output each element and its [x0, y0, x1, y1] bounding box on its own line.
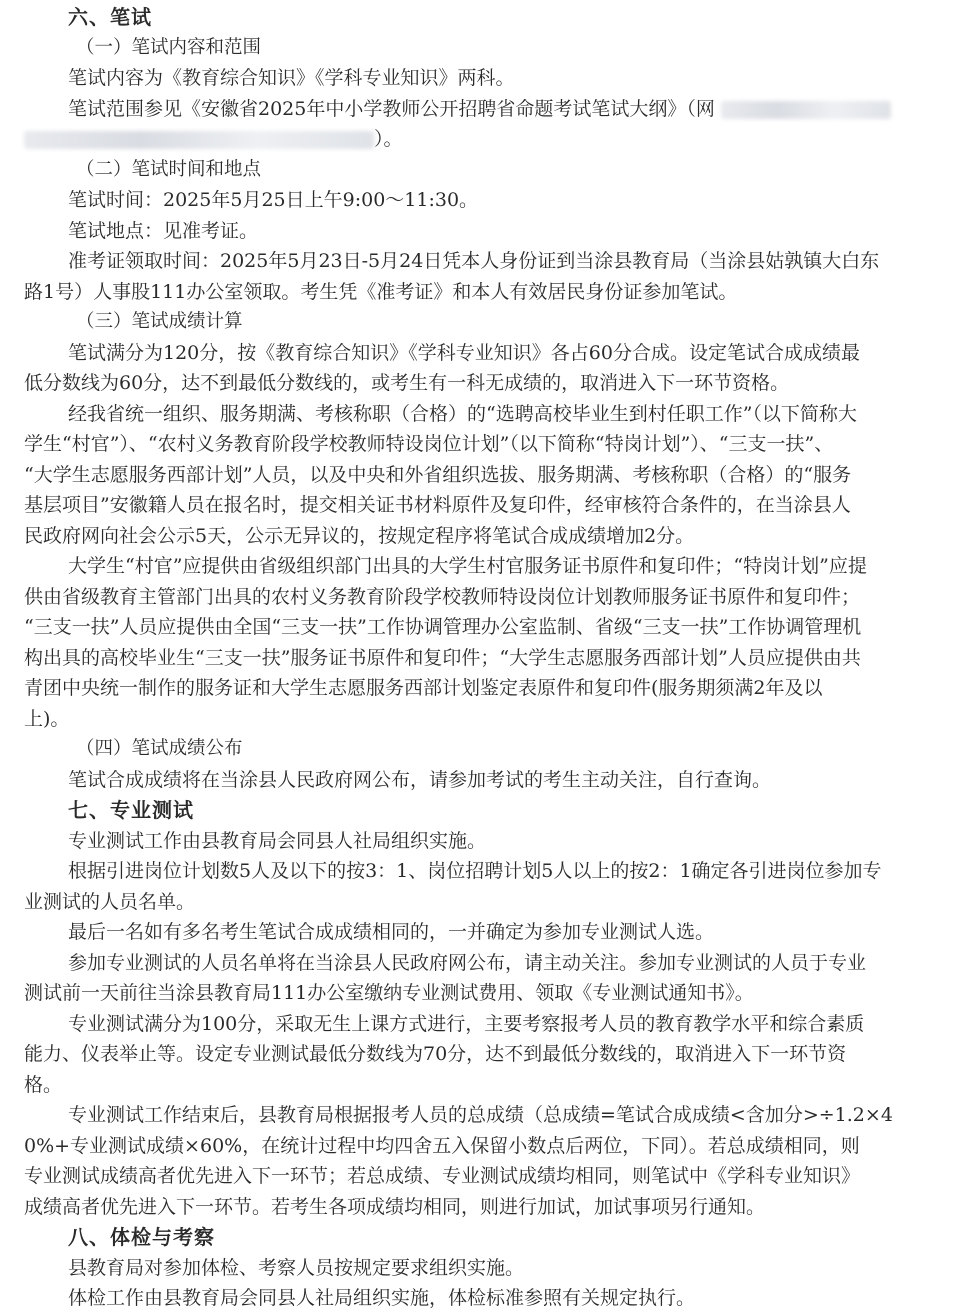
paragraph: 笔试内容为《教育综合知识》《学科专业知识》两科。	[68, 67, 515, 89]
redacted-url	[721, 101, 891, 119]
paragraph-line: 0%+专业测试成绩×60%，在统计过程中均四舍五入保留小数点后两位，下同）。若总成绩相同，则	[24, 1134, 860, 1157]
paragraph-line: 低分数线为60分，达不到最低分数线的，或考生有一科无成绩的，取消进入下一环节资格。	[24, 372, 790, 394]
section-6-4-heading: （四）笔试成绩公布	[76, 738, 243, 759]
paragraph: 县教育局对参加体检、考察人员按规定要求组织实施。	[68, 1256, 525, 1279]
section-7-heading: 七、专业测试	[68, 798, 194, 822]
paragraph-line: 青团中央统一制作的服务证和大学生志愿服务西部计划鉴定表原件和复印件(服务期须满2年及以	[24, 677, 823, 699]
paragraph: 笔试时间：2025年5月25日上午9:00～11:30。	[68, 189, 479, 211]
paragraph-line: 专业测试工作结束后，县教育局根据报考人员的总成绩（总成绩=笔试合成成绩<含加分>÷1.2×4	[68, 1104, 893, 1126]
document-body	[24, 2, 964, 1309]
redacted-url	[24, 131, 374, 149]
paragraph-line: 业测试的人员名单。	[24, 890, 196, 913]
paragraph-line: 格。	[24, 1073, 63, 1096]
paragraph-line: 上)。	[24, 707, 70, 730]
paragraph-line: “三支一扶”人员应提供由全国“三支一扶”工作协调管理办公室监制、省级“三支一扶”工作协调管理机	[24, 616, 862, 638]
section-6-heading: 六、笔试	[68, 5, 152, 29]
paragraph-line: “大学生志愿服务西部计划”人员，以及中央和外省组织选拔、服务期满、考核称职（合格）的“服务	[24, 463, 852, 486]
paragraph-line	[24, 94, 964, 125]
text: ）。	[374, 128, 403, 150]
paragraph-line: 成绩高者优先进入下一环节。若考生各项成绩均相同，则进行加试，加试事项另行通知。	[24, 1195, 766, 1218]
paragraph-line	[24, 124, 964, 155]
paragraph-line: 能力、仪表举止等。设定专业测试最低分数线为70分，达不到最低分数线的，取消进入下一环节资	[24, 1043, 847, 1065]
paragraph-line: 参加专业测试的人员名单将在当涂县人民政府网公布，请主动关注。参加专业测试的人员于专业	[68, 951, 867, 974]
paragraph-line: 笔试满分为120分，按《教育综合知识》《学科专业知识》各占60分合成。设定笔试合成成绩最	[68, 341, 860, 364]
paragraph-line: 经我省统一组织、服务期满、考核称职（合格）的“选聘高校毕业生到村任职工作”（以下简称大	[68, 402, 857, 425]
section-8-heading: 八、体检与考察	[68, 1225, 215, 1249]
paragraph: 笔试合成成绩将在当涂县人民政府网公布，请参加考试的考生主动关注，自行查询。	[68, 768, 772, 791]
section-6-3-heading: （三）笔试成绩计算	[76, 311, 243, 332]
paragraph-line: 测试前一天前往当涂县教育局111办公室缴纳专业测试费用、领取《专业测试通知书》。	[24, 982, 754, 1004]
paragraph-line: 专业测试成绩高者优先进入下一环节；若总成绩、专业测试成绩均相同，则笔试中《学科专业知识》	[24, 1165, 861, 1187]
paragraph: 专业测试工作由县教育局会同县人社局组织实施。	[68, 829, 487, 852]
paragraph-line: 构出具的高校毕业生“三支一扶”服务证书原件和复印件；“大学生志愿服务西部计划”人员应提供由共	[24, 646, 861, 669]
paragraph-line: 准考证领取时间：2025年5月23日-5月24日凭本人身份证到当涂县教育局（当涂县姑孰镇大白东	[68, 250, 880, 272]
section-6-2-heading: （二）笔试时间和地点	[76, 158, 262, 180]
paragraph-line: 路1号）人事股111办公室领取。考生凭《准考证》和本人有效居民身份证参加笔试。	[24, 280, 738, 303]
paragraph: 笔试地点：见准考证。	[68, 219, 259, 242]
paragraph-line: 供由省级教育主管部门出具的农村义务教育阶段学校教师特设岗位计划教师服务证书原件和复印件；	[24, 585, 861, 608]
paragraph-line-partial: 体检工作由县教育局会同县人社局组织实施，体检标准参照有关规定执行。	[68, 1287, 696, 1309]
paragraph-line: 专业测试满分为100分，采取无生上课方式进行，主要考察报考人员的教育教学水平和综合素质	[68, 1012, 865, 1035]
section-6-1-heading: （一）笔试内容和范围	[76, 36, 262, 58]
paragraph-line: 根据引进岗位计划数5人及以下的按3：1、岗位招聘计划5人以上的按2：1确定各引进岗位参加专	[68, 860, 882, 882]
paragraph: 最后一名如有多名考生笔试合成成绩相同的，一并确定为参加专业测试人选。	[68, 921, 715, 943]
paragraph-line: 大学生“村官”应提供由省级组织部门出具的大学生村官服务证书原件和复印件；“特岗计划”应提	[68, 555, 867, 577]
paragraph-line: 学生“村官”）、“农村义务教育阶段学校教师特设岗位计划”（以下简称“特岗计划”）、“三支一扶”、	[24, 433, 834, 455]
paragraph-line: 民政府网向社会公示5天，公示无异议的，按规定程序将笔试合成成绩增加2分。	[24, 524, 695, 547]
text: 笔试范围参见《安徽省2025年中小学教师公开招聘省命题考试笔试大纲》（网	[68, 97, 715, 120]
paragraph-line: 基层项目”安徽籍人员在报名时，提交相关证书材料原件及复印件，经审核符合条件的，在当涂县人	[24, 494, 851, 516]
